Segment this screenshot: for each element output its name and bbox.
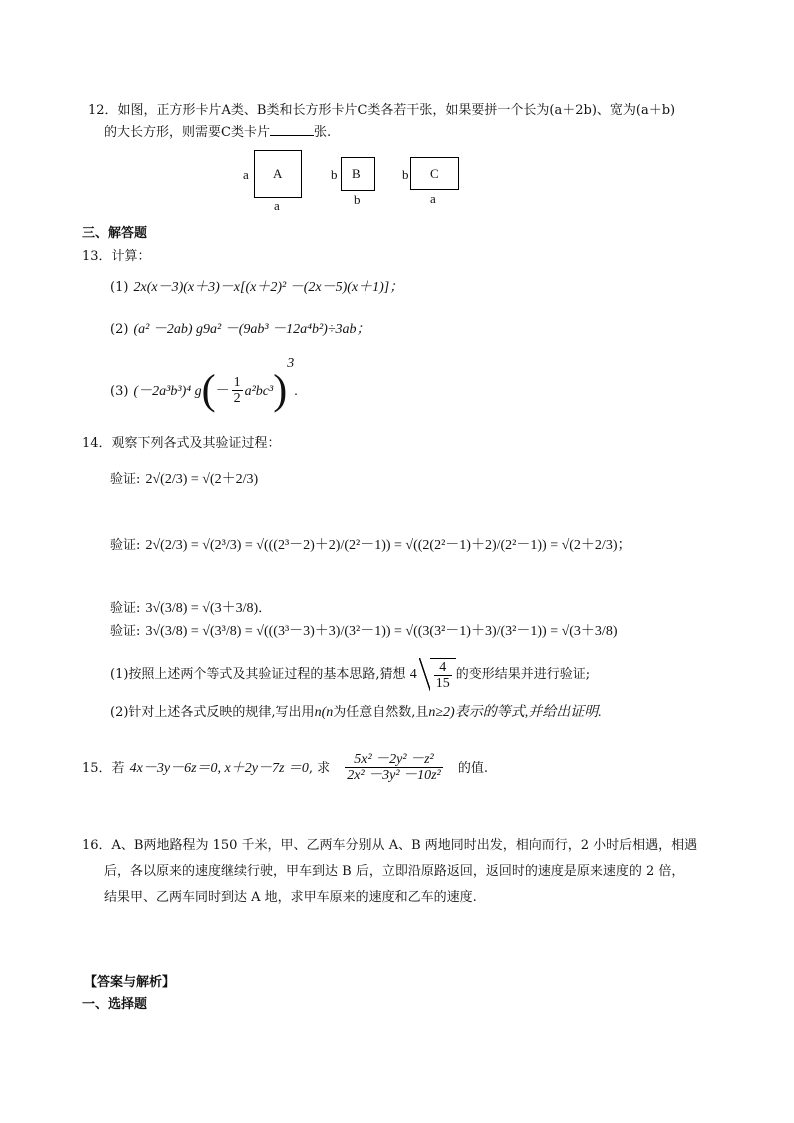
q14-verify3-label: 验证: (110, 601, 141, 616)
card-c (410, 157, 459, 190)
q12-line2-b: 张. (313, 125, 332, 140)
q14-sub1-b: 的变形结果并进行验证; (455, 667, 591, 682)
q13-part2 (110, 318, 371, 338)
card-a-label: A (273, 166, 283, 181)
card-a (254, 150, 302, 198)
q13-part3-fraction: $\frac{1}{2}$ (233, 375, 241, 406)
q13-part3-rparen: ) (273, 367, 288, 414)
q12-blank (270, 123, 314, 136)
card-b (341, 157, 375, 191)
card-a-bottom-label: a (274, 198, 280, 213)
q13-part3-num: (3) (110, 384, 129, 399)
q13-part3-expr-a: (－2a³b³)⁴ g (133, 384, 202, 399)
q13-part3-lparen: ( (201, 367, 216, 414)
q16-line2: 后，各以原来的速度继续行驶，甲车到达 B 后，立即沿原路返回，返回时的速度是原来速度的 2 倍， (104, 864, 685, 879)
q12-line2-a: 的大长方形，则需要C类卡片 (104, 125, 270, 140)
q15-fraction (345, 752, 442, 783)
q14-sub2-n2: n (326, 705, 334, 720)
q14-title: 14．观察下列各式及其验证过程： (82, 436, 281, 451)
q13-part3-tail: a²bc³ (244, 384, 274, 399)
card-b-side-label: b (331, 167, 338, 182)
q16-line1: 16．A、B两地路程为 150 千米，甲、乙两车分别从 A、B 两地同时出发，相向而行，2 小时后相遇，相遇 (82, 838, 698, 853)
q14-sub2-a: (2)针对上述各式反映的规律,写出用 (110, 705, 315, 720)
q14-sub2-b: ( (321, 705, 327, 720)
q14-verify3 (110, 597, 271, 617)
q14-verify3b-label: 验证: (110, 624, 141, 639)
q14-verify2-label: 验证: (110, 538, 141, 553)
q14-sub2 (110, 701, 602, 721)
card-b-label: B (352, 166, 361, 181)
q15-cond: 4x－3y－6z＝0, x＋2y－7z ＝0 (129, 761, 309, 776)
q13-part2-num: (2) (110, 322, 129, 337)
q14-verify3b (110, 620, 618, 640)
q14-sub1-a: (1)按照上述两个等式及其验证过程的基本思路,猜想 (110, 667, 406, 682)
q14-sub1-sqrt: $\frac{4}{15}$ (419, 658, 456, 691)
q13-part1-num: (1) (110, 280, 129, 295)
q13-part3 (110, 356, 298, 412)
q15 (82, 752, 488, 783)
q14-sub2-d: n≥2)表示的等式,并给出证明. (428, 705, 602, 720)
q14-verify1 (110, 468, 258, 488)
section-1-heading: 一、选择题 (82, 997, 148, 1012)
q12-line2 (104, 121, 331, 140)
q16-line3: 结果甲、乙两车同时到达 A 地，求甲车原来的速度和乙车的速度. (104, 890, 477, 905)
q13-part3-coef: － (215, 384, 230, 399)
q13-part3-end: . (294, 384, 298, 399)
q14-verify2 (110, 534, 632, 554)
q15-pre: 15．若 (82, 761, 125, 776)
answer-header: 【答案与解析】 (84, 975, 176, 990)
q15-ask: , 求 (308, 761, 331, 776)
card-c-side-label: b (402, 167, 409, 182)
q14-verify3-expr: 3√(3/8) = √(3＋3/8) (145, 601, 259, 616)
q14-sub2-n: n (314, 705, 322, 720)
q14-verify1-expr: 2√(2/3) = √(2＋2/3) (145, 472, 259, 487)
q14-verify1-label: 验证: (110, 472, 141, 487)
card-c-bottom-label: a (430, 191, 436, 206)
q14-verify2-expr: 2√(2/3) = √(2³/3) = √(((2³－2)＋2)/(2²－1)) = √((2(2²－1)＋2)/(2²－1)) = √(2＋2/3)； (145, 538, 632, 553)
q15-denominator: 2x² －3y² －10z² (347, 768, 441, 783)
section-3-heading: 三、解答题 (82, 226, 148, 241)
q14-sub2-c: 为任意自然数,且 (333, 705, 429, 720)
q13-part2-expr: (a² －2ab) g9a² －(9ab³ －12a⁴b²)÷3ab； (133, 322, 371, 337)
q13-title: 13．计算： (82, 249, 151, 264)
q15-numerator: 5x² －2y² －z² (345, 752, 442, 768)
q12-line1: 12．如图，正方形卡片A类、B类和长方形卡片C类各若干张，如果要拼一个长为(a＋2b)、宽为(a＋b) (88, 103, 676, 118)
q13-part3-pow: 3 (287, 356, 295, 371)
q13-part1-expr: 2x(x－3)(x＋3)－x[(x＋2)² －(2x－5)(x＋1)]； (133, 280, 404, 295)
q13-part1 (110, 276, 403, 296)
q15-post: 的值. (457, 761, 488, 776)
q14-verify3b-expr: 3√(3/8) = √(3³/8) = √(((3³－3)＋3)/(3²－1)) = √((3(3²－1)＋3)/(3²－1)) = √(3＋3/8) (145, 624, 618, 639)
card-b-bottom-label: b (354, 192, 361, 207)
q14-verify3-sep: ． (258, 601, 272, 616)
q14-sub1-coef: 4 (409, 667, 417, 682)
card-c-label: C (430, 166, 439, 181)
q14-sub1 (110, 658, 590, 691)
card-a-side-label: a (243, 167, 249, 182)
